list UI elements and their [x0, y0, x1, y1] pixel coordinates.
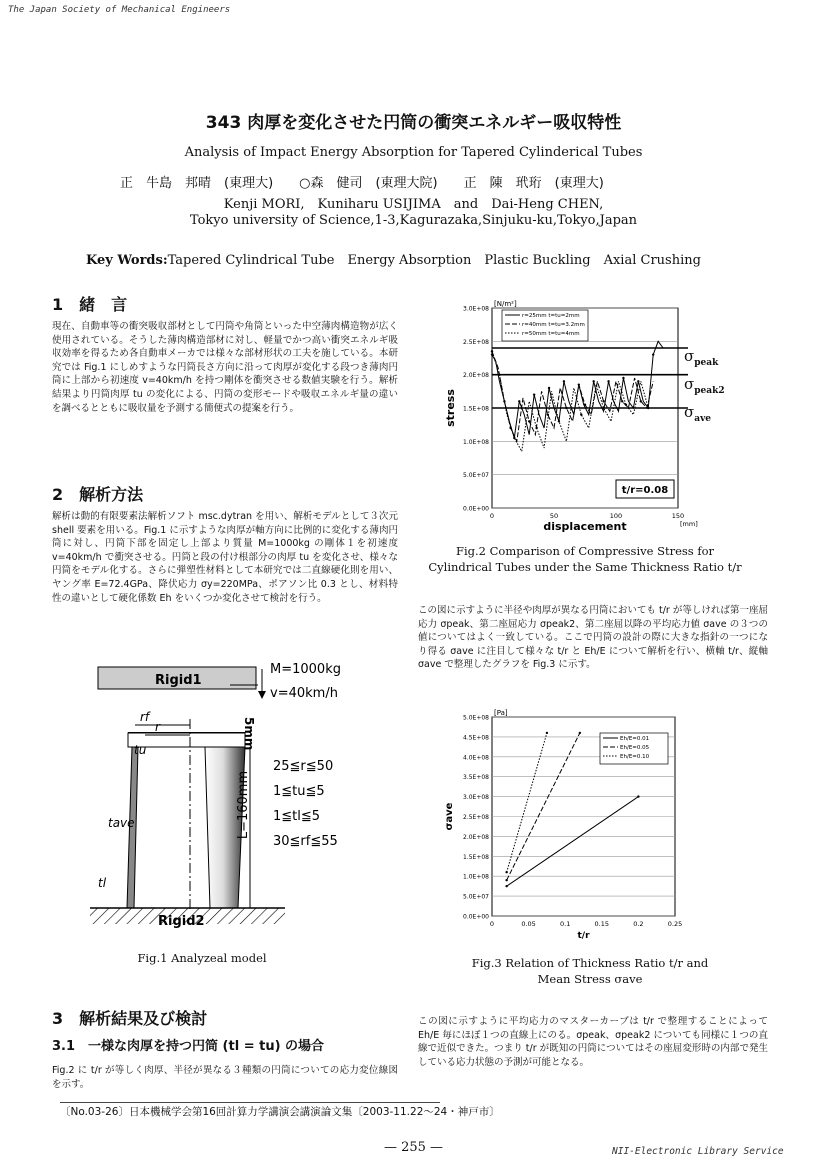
x-tick-label: 150	[671, 512, 685, 520]
sigma-peak-label: $\sigma_{peak}$	[684, 347, 719, 369]
y-tick-label: 2.0E+08	[463, 833, 489, 841]
nii-footer: NII-Electronic Library Service	[612, 1146, 784, 1157]
right-body-1: この図に示すように半径や肉厚が異なる円筒においても t/r が等しければ第一座屈応力 σpeak、第二座屈応力 σpeak2、第二座屈以降の平均応力値 σave の３つの値についてはよく一致している。ここで円筒の設計の際に大きな指針の一つになり得る σave に注目して様々な t/r と Eh/E について解析を行い、横軸 t/r、縦軸 σave で整理したグラフを Fig.3 に示す。	[418, 605, 768, 671]
legend-entry: Eh/E=0.05	[620, 745, 650, 751]
series-point	[640, 400, 642, 402]
series-point	[625, 403, 627, 405]
x-axis-label: t/r	[577, 931, 590, 941]
keywords	[86, 249, 701, 268]
annotation-text: t/r=0.08	[621, 485, 669, 496]
y-tick-label: 2.0E+08	[463, 372, 489, 380]
legend-entry: r=40mm t=tu=3.2mm	[522, 322, 585, 328]
series-point	[580, 413, 582, 415]
y-tick-label: 4.0E+08	[463, 754, 489, 762]
tave-label: tave	[108, 816, 135, 830]
series-point	[622, 377, 624, 379]
section-3-title: 3 解析結果及び検討	[52, 1009, 208, 1028]
series-point	[528, 420, 530, 422]
series-point	[652, 353, 654, 355]
sigma-ave-label: $\sigma_{ave}$	[684, 403, 712, 425]
series-point	[491, 350, 493, 352]
series-line-2	[507, 733, 580, 880]
keywords-text: Tapered Cylindrical Tube Energy Absorption Plastic Buckling Axial Crushing	[167, 253, 701, 268]
series-point	[558, 420, 560, 422]
section-1-title: 1 緒 言	[52, 295, 128, 314]
keywords-label: Key Words:	[86, 253, 168, 268]
y-axis-label: σave	[444, 802, 455, 831]
series-point	[563, 380, 565, 382]
paper-title: 343 肉厚を変化させた円筒の衝突エネルギー吸収特性	[205, 113, 622, 133]
velocity-label: v=40km/h	[270, 686, 338, 701]
y-tick-label: 1.0E+08	[463, 873, 489, 881]
authors-japanese: 正 牛島 邦晴 (東理大) ○森 健司 (東理大院) 正 陳 玳珩 (東理大)	[120, 176, 604, 191]
series-line-3	[492, 351, 648, 451]
length-label: L=160mm	[236, 770, 251, 840]
legend-entry: Eh/E=0.01	[620, 736, 650, 742]
x-tick-label: 0.1	[560, 920, 571, 928]
y-tick-label: 2.5E+08	[463, 814, 489, 821]
y-tick-label: 5.0E+07	[463, 893, 489, 901]
series-point	[513, 437, 515, 439]
y-tick-label: 4.5E+08	[463, 734, 489, 742]
rigid1-label: Rigid1	[155, 673, 202, 688]
y-axis-label: stress	[444, 389, 457, 427]
legend-entry: r=50mm t=tu=4mm	[522, 331, 580, 337]
y-tick-label: 2.5E+08	[463, 338, 489, 346]
x-tick-label: 0.25	[667, 920, 683, 928]
y-tick-label: 1.0E+08	[463, 438, 489, 446]
series-line-3	[507, 733, 547, 872]
r-label: r	[155, 720, 160, 734]
series-point	[546, 732, 548, 734]
dim-5mm-label: 5mm	[242, 717, 256, 751]
series-point	[621, 400, 623, 402]
series-point	[579, 732, 581, 734]
y-tick-label: 1.5E+08	[463, 853, 489, 861]
x-tick-label: 0.05	[521, 920, 536, 928]
fig1-caption: Fig.1 Analyzeal model	[137, 951, 267, 965]
fig1-analytical-model	[90, 655, 360, 940]
legend-entry: Eh/E=0.10	[620, 754, 650, 760]
series-point	[607, 380, 609, 382]
range-tu: 1≦tu≦5	[273, 784, 325, 799]
x-tick-label: 0.15	[594, 920, 610, 928]
affiliation: Tokyo university of Science,1-3,Kagurazaka,Sinjuku-ku,Tokyo,Japan	[189, 213, 638, 228]
range-rf: 30≦rf≦55	[273, 834, 338, 849]
tl-label: tl	[98, 876, 107, 890]
x-unit-label: [mm]	[680, 520, 698, 528]
x-tick-label: 0.2	[633, 920, 644, 928]
rigid2-label: Rigid2	[158, 914, 205, 929]
series-point	[602, 400, 604, 402]
series-point	[535, 427, 537, 429]
series-point	[533, 393, 535, 395]
y-tick-label: 3.0E+08	[463, 794, 489, 802]
section-3-1-title: 3.1 一様な肉厚を持つ円筒 (tl = tu) の場合	[52, 1039, 325, 1054]
y-tick-label: 5.0E+07	[463, 472, 489, 480]
right-body-2: この図に示すように平均応力のマスターカーブは t/r で整理することによって Eh/E 毎にほぼ１つの直線上にのる。σpeak、σpeak2 についても同様に１つの直線で近似できた。つまり t/r が既知の円筒についてはその座屈変形時の内部で発生している応力状態の予測が可能となる。	[418, 1016, 768, 1068]
authors-english: Kenji MORI, Kuniharu USIJIMA and Dai-Heng CHEN,	[223, 197, 604, 212]
fig2-caption: Fig.2 Comparison of Compressive Stress for Cylindrical Tubes under the Same Thickness Ratio t/r	[428, 544, 742, 574]
series-point	[505, 879, 507, 881]
fig3-chart	[420, 705, 710, 950]
y-unit-label: [N/m²]	[494, 300, 517, 308]
series-point	[518, 400, 520, 402]
y-tick-label: 0.0E+00	[463, 505, 489, 513]
x-tick-label: 100	[609, 512, 623, 520]
y-tick-label: 1.5E+08	[463, 405, 489, 413]
series-point	[548, 387, 550, 389]
y-tick-label: 3.5E+08	[463, 774, 489, 782]
society-header: The Japan Society of Mechanical Engineers	[8, 5, 231, 15]
x-tick-label: 50	[549, 512, 559, 520]
y-tick-label: 5.0E+08	[463, 714, 489, 722]
proceedings-footer: 〔No.03-26〕日本機械学会第16回計算力学講演会講演論文集〔2003-11.22〜24・神戸市〕	[60, 1106, 500, 1118]
section-2-title: 2 解析方法	[52, 485, 144, 504]
section-2-body: 解析は動的有限要素法解析ソフト msc.dytran を用い、解析モデルとして３次元 shell 要素を用いる。Fig.1 に示すような肉厚が軸方向に比例的に変化する薄肉円筒に対し、円筒下部を固定し上部より質量 M=1000kg の剛体１を初速度 v=40km/h で衝突させる。円筒と段の付け根部分の肉厚 tu を変化させ、様々な円筒をモデル化する。さらに弾塑性材料として本研究では二直線硬化則を用い、ヤング率 E=72.4GPa、降伏応力 σy=220MPa、ポアソン比 0.3 とし、材料特性の違いとして硬化係数 Eh をいくつか変化させて検討を行う。	[52, 511, 398, 604]
series-point	[592, 380, 594, 382]
rf-label: rf	[140, 710, 150, 724]
section-1-body: 現在、自動車等の衝突吸収部材として円筒や角筒といった中空薄肉構造物が広く使用されている。そうした薄肉構造部材に対し、軽量でかつ高い衝突エネルギ吸収効率を得るため各自動車メーカでは様々な部材形状の工夫を施している。本研究では Fig.1 にしめすような円筒長さ方向に沿って肉厚が変化する段つき薄肉円筒に上部から初速度 v=40km/h を持つ剛体を衝突させる数値実験を行う。解析結果より円筒肉厚 tu の変化による、円筒の変形モードや吸収エネルギ量の違いを調べるとともに吸収量を予測する簡便式の提案を行う。	[52, 321, 398, 414]
series-point	[505, 885, 507, 887]
series-point	[584, 403, 586, 405]
section-3-1-body: Fig.2 に t/r が等しく肉厚、半径が異なる３種類の円筒についての応力変位線図を示す。	[52, 1065, 398, 1090]
mass-label: M=1000kg	[270, 662, 341, 677]
legend-entry: r=25mm t=tu=2mm	[522, 313, 580, 319]
paper-subtitle: Analysis of Impact Energy Absorption for Tapered Cylinderical Tubes	[184, 145, 643, 160]
x-axis-label: displacement	[543, 520, 627, 533]
fig3-caption: Fig.3 Relation of Thickness Ratio t/r and Mean Stress σave	[471, 956, 709, 986]
range-r: 25≦r≦50	[273, 759, 334, 774]
range-tl: 1≦tl≦5	[273, 809, 321, 824]
series-point	[637, 380, 639, 382]
series-point	[505, 871, 507, 873]
x-tick-label: 0	[489, 920, 495, 928]
y-unit-label: [Pa]	[494, 709, 508, 717]
x-tick-label: 0	[489, 512, 495, 520]
page-number: — 255 —	[383, 1140, 444, 1155]
footer-rule	[60, 1102, 440, 1103]
tu-label: tu	[134, 743, 147, 757]
sigma-peak2-label: $\sigma_{peak2}$	[684, 375, 725, 397]
y-tick-label: 0.0E+00	[463, 913, 489, 921]
series-point	[637, 795, 639, 797]
y-tick-label: 3.0E+08	[463, 305, 489, 313]
